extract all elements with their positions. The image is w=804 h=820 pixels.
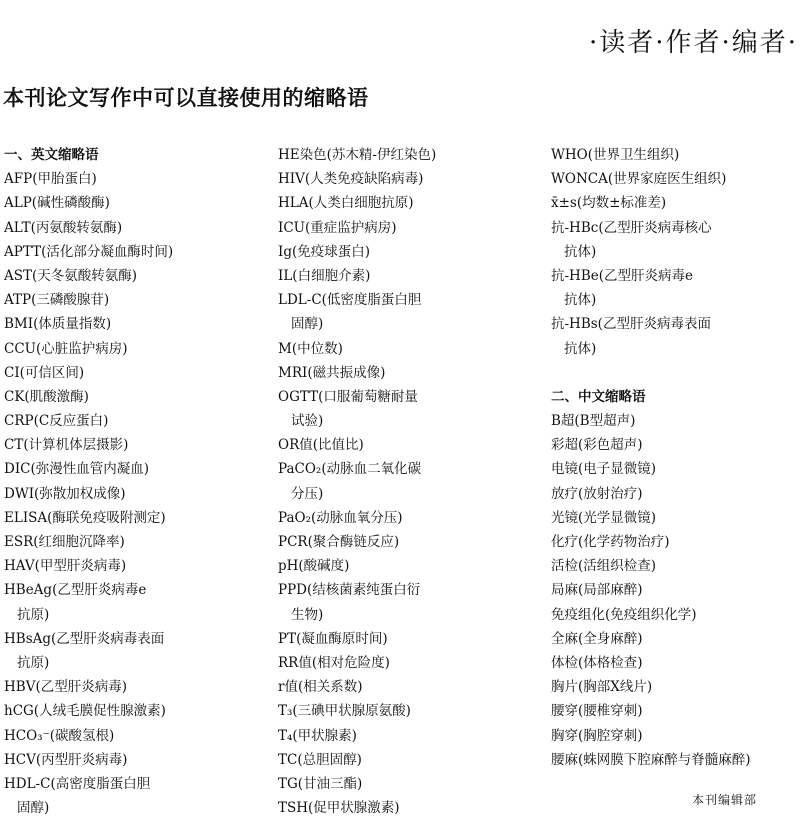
abbreviation-entry: 腰穿(腰椎穿刺): [551, 703, 643, 720]
abbreviation-entry: M(中位数): [278, 340, 343, 357]
abbreviation-entry: RR值(相对危险度): [278, 654, 390, 671]
abbreviation-entry: HLA(人类白细胞抗原): [278, 195, 414, 212]
abbreviation-entry: ALT(丙氨酸转氨酶): [4, 219, 123, 236]
abbreviation-entry: CRP(C反应蛋白): [4, 413, 109, 430]
abbreviation-entry: ELISA(酶联免疫吸附测定): [4, 509, 166, 526]
page-title: 本刊论文写作中可以直接使用的缩略语: [3, 86, 369, 110]
abbreviation-entry: CK(肌酸激酶): [4, 388, 89, 405]
abbreviation-entry: HDL-C(高密度脂蛋白胆: [4, 775, 151, 792]
abbreviation-entry: CT(计算机体层摄影): [4, 437, 129, 454]
abbreviation-entry: T₃(三碘甲状腺原氨酸): [278, 703, 411, 720]
abbreviation-entry: AST(天冬氨酸转氨酶): [4, 267, 138, 284]
abbreviation-entry: 电镜(电子显微镜): [551, 461, 657, 478]
abbreviation-entry: HBsAg(乙型肝炎病毒表面: [4, 630, 165, 647]
spacer: [551, 361, 801, 385]
abbreviation-entry: CCU(心脏监护病房): [4, 340, 128, 357]
abbreviation-entry: ESR(红细胞沉降率): [4, 534, 125, 550]
abbreviation-entry: HBV(乙型肝炎病毒): [4, 679, 127, 696]
abbreviation-entry: AFP(甲胎蛋白): [4, 171, 97, 188]
abbreviation-entry: BMI(体质量指数): [4, 316, 112, 333]
abbreviation-entry: 体检(体格检查): [551, 654, 643, 671]
abbreviation-entry: ALP(碱性磷酸酶): [4, 195, 110, 212]
abbreviation-entry: OR值(比值比): [278, 437, 364, 454]
abbreviation-entry: PaCO₂(动脉血二氧化碳: [278, 461, 422, 478]
abbreviation-entry: 免疫组化(免疫组织化学): [551, 606, 697, 623]
abbreviation-entry: IL(白细胞介素): [278, 267, 371, 284]
abbreviation-entry-continuation: 固醇): [17, 800, 50, 817]
abbreviation-entry: HIV(人类免疫缺陷病毒): [278, 171, 424, 188]
abbreviation-entry: 彩超(彩色超声): [551, 437, 643, 454]
abbreviation-entry: B超(B型超声): [551, 413, 636, 430]
abbreviation-entry-continuation: 抗原): [17, 606, 50, 623]
abbreviation-entry: OGTT(口服葡萄糖耐量: [278, 388, 418, 405]
abbreviation-entry-continuation: 生物): [291, 606, 324, 623]
abbreviation-entry: WONCA(世界家庭医生组织): [551, 171, 727, 188]
abbreviation-entry: T₄(甲状腺素): [278, 727, 357, 744]
abbreviation-entry: 抗-HBc(乙型肝炎病毒核心: [551, 219, 712, 236]
abbreviation-entry: APTT(活化部分凝血酶时间): [4, 243, 174, 260]
abbreviation-entry: 抗-HBs(乙型肝炎病毒表面: [551, 316, 711, 333]
abbreviation-entry: PCR(聚合酶链反应): [278, 534, 400, 550]
abbreviation-entry: 化疗(化学药物治疗): [551, 534, 670, 550]
abbreviation-entry-continuation: 分压): [291, 485, 324, 502]
abbreviation-entry: r值(相关系数): [278, 679, 363, 696]
abbreviation-entry: ATP(三磷酸腺苷): [4, 292, 110, 309]
abbreviation-entry: LDL-C(低密度脂蛋白胆: [278, 292, 422, 309]
abbreviation-entry: HAV(甲型肝炎病毒): [4, 558, 127, 575]
editor-signature: 本刊编辑部: [692, 793, 758, 807]
abbreviation-column-1: [4, 143, 254, 820]
abbreviation-entry: x̄±s(均数±标准差): [551, 195, 667, 212]
abbreviation-entry: WHO(世界卫生组织): [551, 147, 680, 163]
abbreviation-entry: HCO₃⁻(碳酸氢根): [4, 727, 115, 744]
abbreviation-entry: DWI(弥散加权成像): [4, 485, 126, 502]
abbreviation-entry: TSH(促甲状腺激素): [278, 800, 400, 817]
abbreviation-entry: hCG(人绒毛膜促性腺激素): [4, 703, 166, 720]
abbreviation-entry: HBeAg(乙型肝炎病毒e: [4, 582, 147, 599]
abbreviation-entry: 抗-HBe(乙型肝炎病毒e: [551, 267, 694, 284]
abbreviation-entry: 胸片(胸部X线片): [551, 679, 653, 696]
abbreviation-entry: ICU(重症监护病房): [278, 219, 397, 236]
abbreviation-entry: 活检(活组织检查): [551, 558, 657, 575]
abbreviation-entry: 光镜(光学显微镜): [551, 509, 657, 526]
abbreviation-entry: TG(甘油三酯): [278, 775, 363, 792]
section-heading: 一、英文缩略语: [4, 147, 99, 163]
abbreviation-entry: CI(可信区间): [4, 364, 85, 381]
abbreviation-entry: PPD(结核菌素纯蛋白衍: [278, 582, 421, 599]
abbreviation-entry: Ig(免疫球蛋白): [278, 243, 371, 260]
abbreviation-entry-continuation: 抗原): [17, 654, 50, 671]
abbreviation-entry: pH(酸碱度): [278, 558, 350, 575]
abbreviation-entry: 腰麻(蛛网膜下腔麻醉与脊髓麻醉): [551, 751, 751, 768]
abbreviation-entry: MRI(磁共振成像): [278, 364, 386, 381]
section-header-tag: ·读者·作者·编者·: [588, 28, 798, 58]
abbreviation-entry: 全麻(全身麻醉): [551, 630, 643, 647]
abbreviation-entry: TC(总胆固醇): [278, 751, 362, 768]
abbreviation-column-2: [278, 143, 530, 820]
abbreviation-entry-continuation: 固醇): [291, 316, 324, 333]
abbreviation-entry-continuation: 抗体): [564, 292, 597, 309]
abbreviation-entry: 胸穿(胸腔穿刺): [551, 727, 643, 744]
abbreviation-entry: 放疗(放射治疗): [551, 485, 643, 502]
abbreviation-entry-continuation: 抗体): [564, 340, 597, 357]
abbreviation-entry-continuation: 试验): [291, 413, 324, 430]
abbreviation-entry-continuation: 抗体): [564, 243, 597, 260]
abbreviation-entry: HCV(丙型肝炎病毒): [4, 751, 128, 768]
abbreviation-entry: 局麻(局部麻醉): [551, 582, 643, 599]
section-heading: 二、中文缩略语: [551, 388, 646, 405]
abbreviation-entry: DIC(弥漫性血管内凝血): [4, 461, 150, 478]
abbreviation-column-3: [551, 143, 801, 772]
abbreviation-entry: PaO₂(动脉血氧分压): [278, 509, 403, 526]
abbreviation-entry: PT(凝血酶原时间): [278, 630, 388, 647]
abbreviation-entry: HE染色(苏木精-伊红染色): [278, 147, 437, 163]
